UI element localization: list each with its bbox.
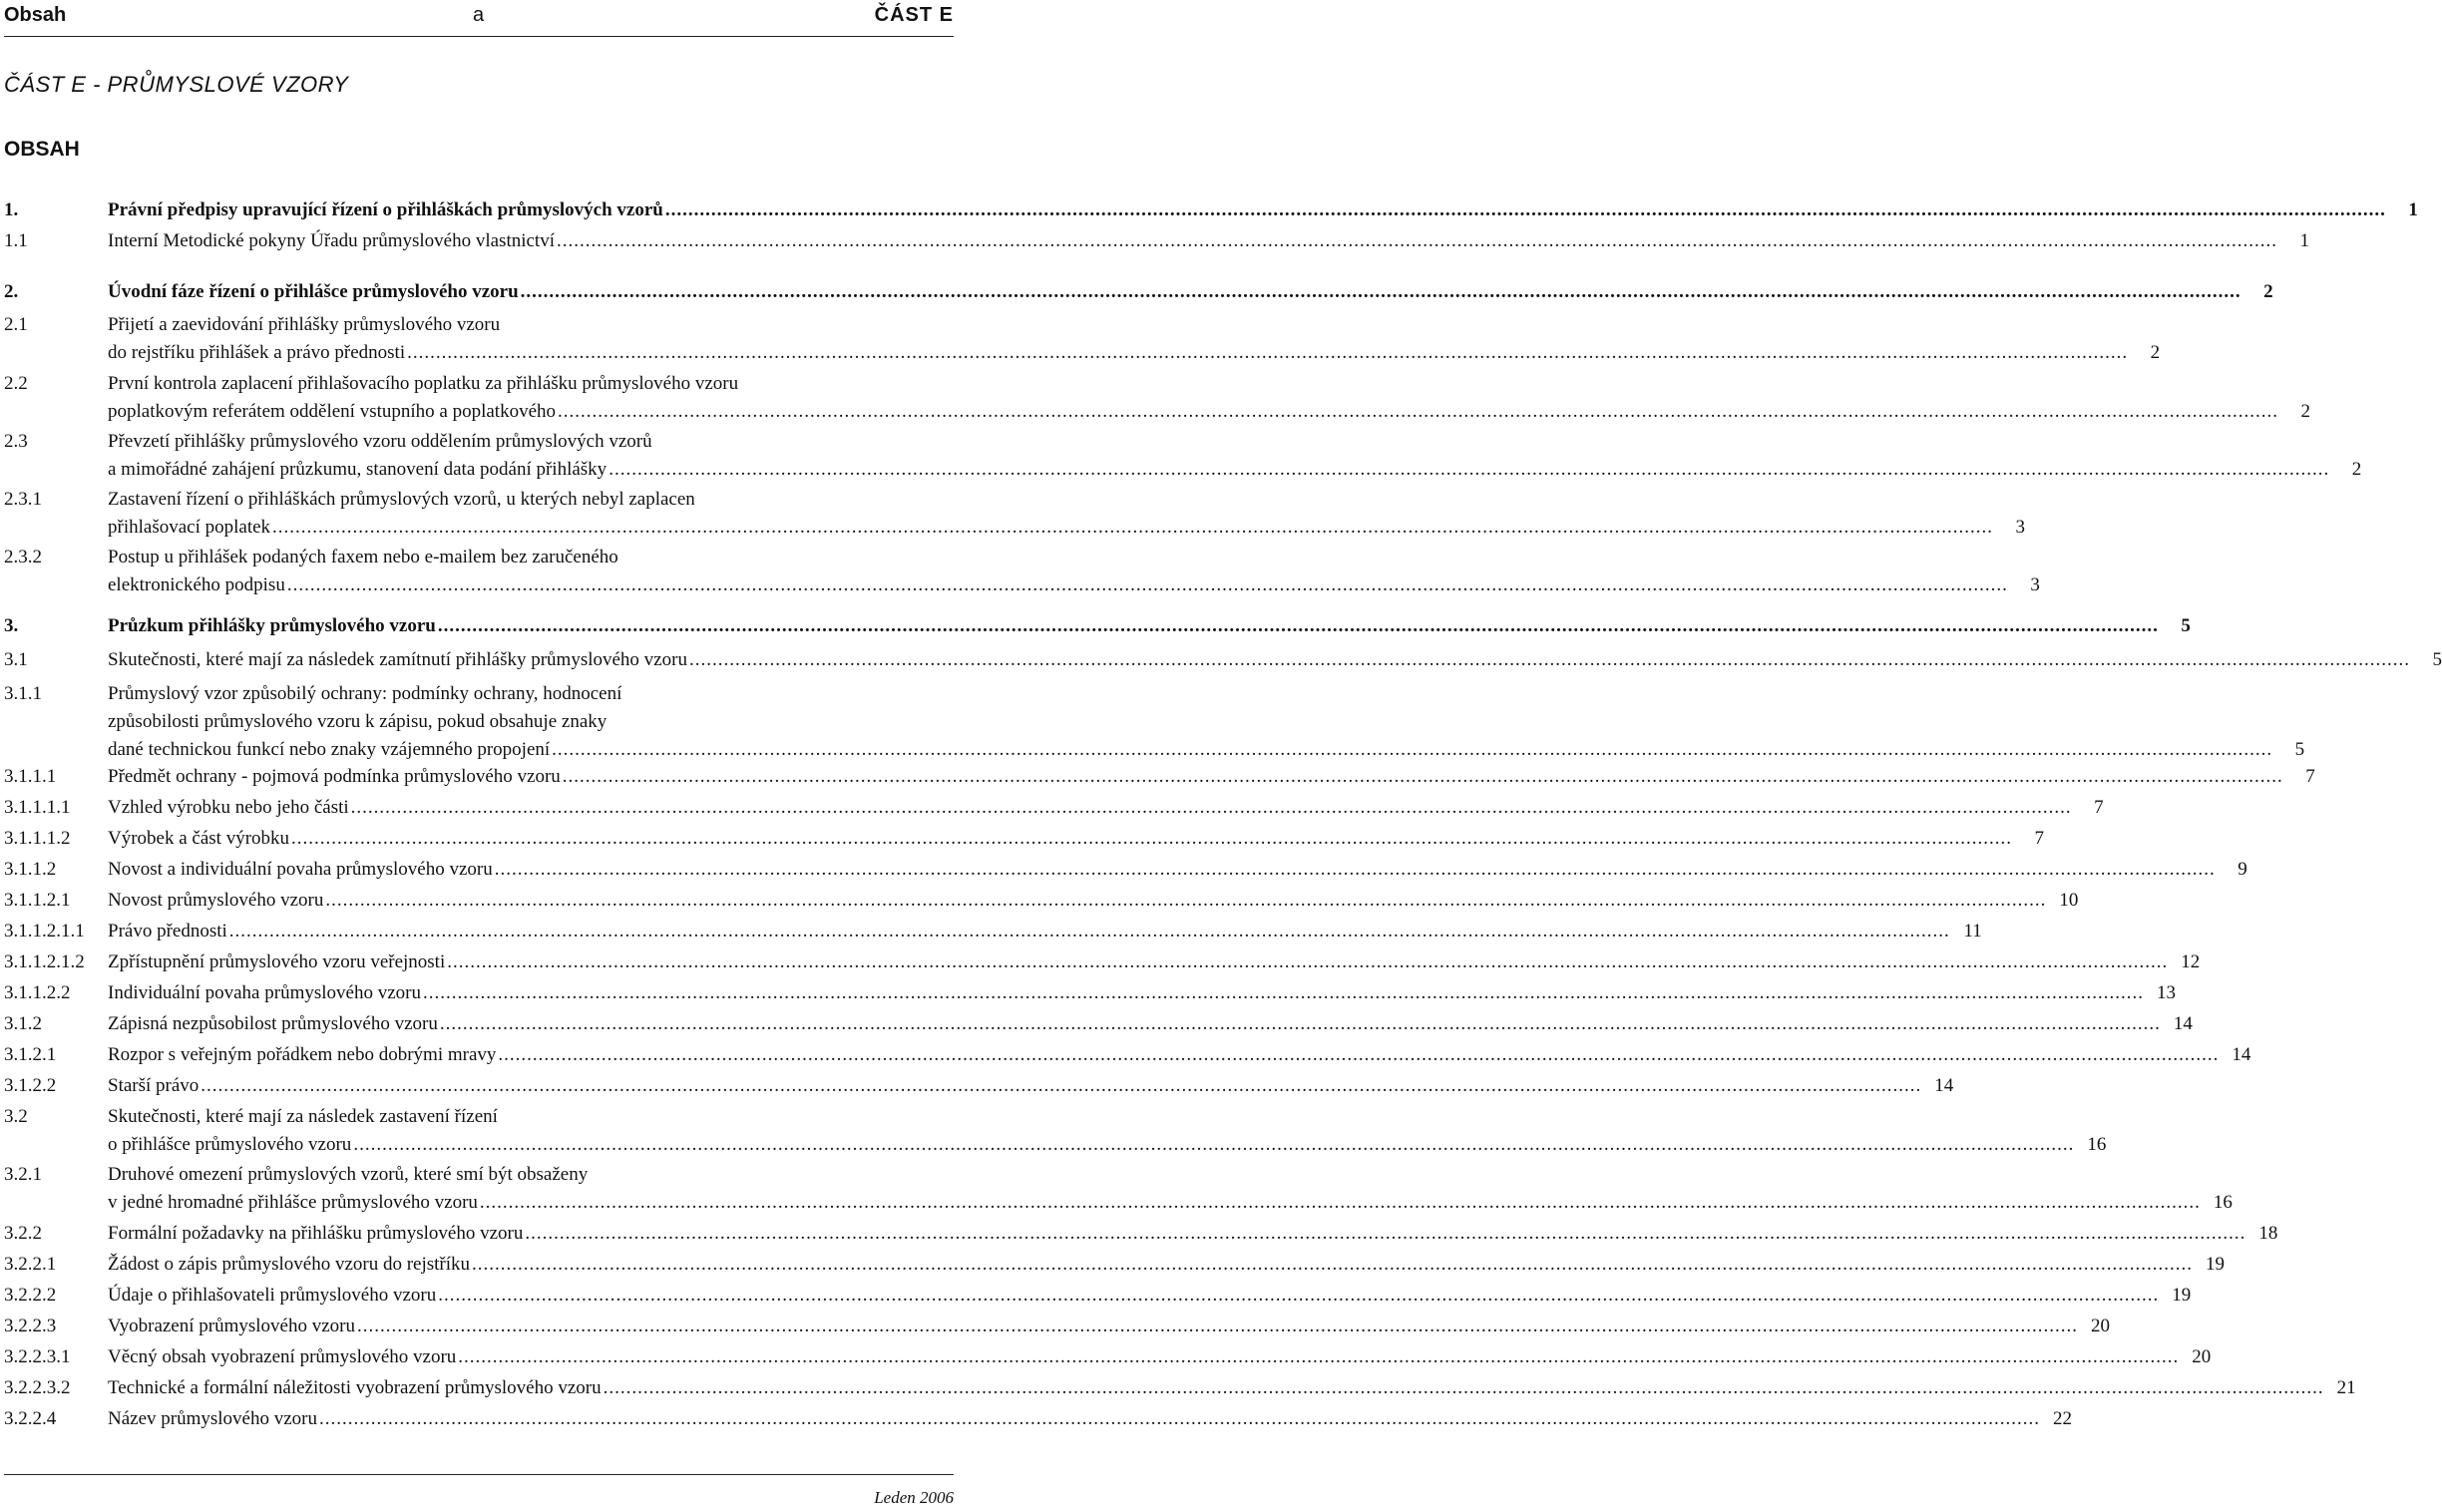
header-center-label: a: [473, 4, 485, 26]
toc-entry: [4, 373, 2311, 429]
toc-entry: [4, 828, 2045, 856]
toc-entry-title: Individuální povaha průmyslového vzoru: [108, 982, 421, 1003]
toc-entry-number: 3.2.1: [4, 1164, 42, 1185]
toc-dot-leader: ............................................................................................................................................................................................................................................................................................................: [439, 1013, 2161, 1034]
toc-entry-title: Vzhled výrobku nebo jeho části: [108, 797, 349, 818]
toc-entry: [4, 489, 2026, 545]
toc-entry: [4, 1044, 2251, 1072]
toc-entry: [4, 547, 2040, 602]
toc-entry: [4, 1408, 2072, 1436]
toc-entry-title: Údaje o přihlašovateli průmyslového vzoru: [108, 1285, 437, 1306]
toc-entry-number: 2.3: [4, 431, 28, 452]
toc-page-number: 14: [2232, 1044, 2251, 1065]
toc-entry-number: 3.2.2.3: [4, 1316, 57, 1336]
toc-entry-title-line: [108, 1346, 2212, 1368]
toc-dot-leader: ............................................................................................................................................................................................................................................................................................................: [350, 797, 2072, 818]
toc-dot-leader: ............................................................................................................................................................................................................................................................................................................: [286, 574, 2008, 595]
header-section-label: Obsah: [4, 4, 67, 26]
toc-dot-leader: ............................................................................................................................................................................................................................................................................................................: [319, 1408, 2040, 1429]
toc-entry: [4, 890, 2079, 918]
toc-entry-title: Předmět ochrany - pojmová podmínka průmyslového vzoru: [108, 766, 561, 787]
toc-entry-title: Zpřístupnění průmyslového vzoru veřejnosti: [108, 951, 446, 972]
toc-entry-title-line: [108, 921, 1982, 943]
toc-entry-number: 3.1.2: [4, 1013, 42, 1034]
toc-dot-leader: ............................................................................................................................................................................................................................................................................................................: [603, 1377, 2324, 1398]
toc-dot-leader: ............................................................................................................................................................................................................................................................................................................: [272, 517, 1994, 538]
toc-entry: [4, 230, 2309, 258]
toc-dot-leader: ............................................................................................................................................................................................................................................................................................................: [201, 1075, 1922, 1096]
toc-page-number: 14: [1934, 1075, 1954, 1096]
toc-page-number: 2: [2150, 342, 2161, 363]
toc-entry-title: Druhové omezení průmyslových vzorů, které smí být obsaženy: [108, 1164, 589, 1185]
toc-dot-leader: ............................................................................................................................................................................................................................................................................................................: [664, 199, 2386, 220]
toc-entry: [4, 1223, 2278, 1251]
toc-entry-number: 3.1.1.2.2: [4, 982, 71, 1003]
toc-entry-title: Novost a individuální povaha průmyslového vzoru: [108, 859, 493, 880]
toc-page-number: 21: [2336, 1377, 2356, 1398]
toc-dot-leader: ............................................................................................................................................................................................................................................................................................................: [228, 921, 1950, 942]
toc-entry-number: 3.2.2.4: [4, 1408, 57, 1429]
toc-entry-title-line: [108, 1316, 2110, 1337]
toc-entry-title-line: [108, 1013, 2193, 1035]
toc-dot-leader: ............................................................................................................................................................................................................................................................................................................: [353, 1134, 2075, 1155]
toc-entry-title: Název průmyslového vzoru: [108, 1408, 317, 1429]
toc-entry: [4, 797, 2104, 825]
toc-page-number: 11: [1963, 921, 1982, 942]
toc-entry-title: způsobilosti průmyslového vzoru k zápisu, pokud obsahuje znaky: [108, 711, 608, 732]
toc-entry: [4, 1346, 2212, 1374]
toc-entry: [4, 921, 1982, 948]
toc-entry-number: 3.1.1.2.1: [4, 890, 71, 911]
toc-entry-title-line: [108, 281, 2273, 303]
toc-entry-title: Právo přednosti: [108, 921, 227, 942]
toc-dot-leader: ............................................................................................................................................................................................................................................................................................................: [458, 1346, 2180, 1367]
toc-entry-number: 2.: [4, 281, 19, 302]
toc-page-number: 5: [2432, 649, 2442, 670]
toc-page-number: 7: [2305, 766, 2315, 787]
toc-dot-leader: ............................................................................................................................................................................................................................................................................................................: [494, 859, 2216, 880]
toc-entry-number: 3.1.1.2.1.1: [4, 921, 85, 942]
toc-entry-number: 3.1.1.2: [4, 859, 57, 880]
toc-entry-number: 3.1: [4, 649, 28, 670]
toc-entry-number: 2.2: [4, 373, 28, 394]
toc-entry-title-line: [108, 828, 2045, 850]
toc-entry-number: 3.1.1.1.1: [4, 797, 71, 818]
toc-entry-title-line: [108, 1192, 2233, 1214]
toc-entry: [4, 615, 2191, 643]
toc-entry-title-line: [108, 739, 2305, 761]
toc-entry: [4, 281, 2273, 309]
toc-entry-title: Věcný obsah vyobrazení průmyslového vzoru: [108, 1346, 457, 1367]
toc-entry-number: 2.1: [4, 314, 28, 335]
toc-dot-leader: ............................................................................................................................................................................................................................................................................................................: [562, 766, 2283, 787]
toc-entry-title-line: [108, 859, 2247, 881]
toc-entry-title-line: [108, 342, 2161, 364]
toc-entry: [4, 859, 2247, 887]
part-title: ČÁST E - PRŮMYSLOVÉ VZORY: [4, 72, 349, 97]
toc-entry-title-line: [108, 951, 2201, 973]
toc-entry-title-line: [108, 615, 2191, 637]
toc-page-number: 2: [2263, 281, 2273, 302]
toc-page-number: 16: [2213, 1192, 2233, 1213]
toc-dot-leader: ............................................................................................................................................................................................................................................................................................................: [558, 401, 2279, 422]
toc-entry-title-line: [108, 1075, 1954, 1097]
toc-entry-title: elektronického podpisu: [108, 574, 285, 595]
toc-entry-title-line: [108, 766, 2315, 788]
toc-entry: [4, 683, 2305, 767]
toc-dot-leader: ............................................................................................................................................................................................................................................................................................................: [291, 828, 2013, 849]
toc-page-number: 16: [2087, 1134, 2107, 1155]
toc-entry-title-line: [108, 1408, 2072, 1430]
toc-dot-leader: ............................................................................................................................................................................................................................................................................................................: [422, 982, 2144, 1003]
toc-page-number: 3: [2015, 517, 2026, 538]
toc-entry-title: dané technickou funkcí nebo znaky vzájemného propojení: [108, 739, 551, 760]
toc-dot-leader: ............................................................................................................................................................................................................................................................................................................: [688, 649, 2410, 670]
toc-entry-title: Zastavení řízení o přihláškách průmyslových vzorů, u kterých nebyl zaplacen: [108, 489, 695, 510]
toc-entry-title-line: [108, 459, 2362, 481]
toc-page-number: 19: [2172, 1285, 2192, 1306]
toc-entry-title: Úvodní fáze řízení o přihlášce průmyslového vzoru: [108, 281, 519, 302]
toc-entry-title: poplatkovým referátem oddělení vstupního a poplatkového: [108, 401, 557, 422]
toc-entry-title: Výrobek a část výrobku: [108, 828, 290, 849]
toc-entry-title-line: [108, 230, 2309, 252]
toc-page-number: 19: [2206, 1254, 2226, 1275]
toc-entry-title-line: [108, 1254, 2226, 1276]
toc-entry-title: přihlašovací poplatek: [108, 517, 271, 538]
toc-entry-title: Postup u přihlášek podaných faxem nebo e-mailem bez zaručeného: [108, 547, 618, 567]
toc-entry-title-line: [108, 1285, 2192, 1307]
toc-page-number: 2: [2300, 401, 2311, 422]
toc-entry-number: 3.1.1.1.2: [4, 828, 71, 849]
toc-entry-number: 3.1.1.1: [4, 766, 57, 787]
toc-dot-leader: ............................................................................................................................................................................................................................................................................................................: [520, 281, 2241, 302]
toc-entry-title: Přijetí a zaevidování přihlášky průmyslového vzoru: [108, 314, 501, 335]
toc-entry-title: Průzkum přihlášky průmyslového vzoru: [108, 615, 436, 636]
toc-entry-title-line: [108, 890, 2079, 912]
toc-page-number: 14: [2173, 1013, 2193, 1034]
toc-entry: [4, 951, 2201, 979]
toc-entry-title: Rozpor s veřejným pořádkem nebo dobrými mravy: [108, 1044, 497, 1065]
toc-entry-title: Skutečnosti, které mají za následek zastavení řízení: [108, 1106, 498, 1127]
toc-entry-number: 3.2.2.3.2: [4, 1377, 71, 1398]
toc-entry: [4, 199, 2418, 227]
toc-entry-title-line: [108, 1223, 2278, 1245]
toc-entry-title: Novost průmyslového vzoru: [108, 890, 324, 911]
toc-page-number: 13: [2156, 982, 2176, 1003]
toc-entry-number: 3.: [4, 615, 19, 636]
toc-dot-leader: ............................................................................................................................................................................................................................................................................................................: [325, 890, 2047, 911]
toc-entry: [4, 1285, 2192, 1313]
toc-entry-number: 3.2.2.3.1: [4, 1346, 71, 1367]
toc-entry-number: 3.2.2.2: [4, 1285, 57, 1306]
toc-entry: [4, 982, 2176, 1010]
toc-dot-leader: ............................................................................................................................................................................................................................................................................................................: [525, 1223, 2246, 1244]
toc-entry-number: 3.1.1.2.1.2: [4, 951, 85, 972]
toc-page-number: 7: [2094, 797, 2104, 818]
toc-entry-title: Technické a formální náležitosti vyobrazení průmyslového vzoru: [108, 1377, 602, 1398]
toc-entry-title-line: [108, 199, 2418, 221]
toc-entry-number: 2.3.1: [4, 489, 42, 510]
toc-dot-leader: ............................................................................................................................................................................................................................................................................................................: [438, 1285, 2160, 1306]
toc-dot-leader: ............................................................................................................................................................................................................................................................................................................: [552, 739, 2273, 760]
toc-entry: [4, 1254, 2226, 1282]
toc-entry-title-line: [108, 1134, 2107, 1156]
toc-page-number: 20: [2091, 1316, 2110, 1336]
toc-entry-number: 1.1: [4, 230, 28, 251]
toc-entry-title-line: [108, 1044, 2251, 1066]
toc-entry-number: 1.: [4, 199, 19, 220]
toc-dot-leader: ............................................................................................................................................................................................................................................................................................................: [498, 1044, 2220, 1065]
toc-entry-title-line: [108, 797, 2104, 819]
toc-entry-title-line: [108, 1377, 2356, 1399]
toc-dot-leader: ............................................................................................................................................................................................................................................................................................................: [479, 1192, 2201, 1213]
toc-entry-title: Převzetí přihlášky průmyslového vzoru oddělením průmyslových vzorů: [108, 431, 652, 452]
toc-entry: [4, 1013, 2193, 1041]
toc-entry-title: Skutečnosti, které mají za následek zamítnutí přihlášky průmyslového vzoru: [108, 649, 687, 670]
toc-page-number: 22: [2053, 1408, 2072, 1429]
toc-entry: [4, 431, 2362, 487]
toc-entry-title: Průmyslový vzor způsobilý ochrany: podmínky ochrany, hodnocení: [108, 683, 622, 704]
toc-entry: [4, 1075, 1954, 1103]
toc-page-number: 5: [2181, 615, 2191, 636]
toc-entry-number: 3.1.2.2: [4, 1075, 57, 1096]
toc-page-number: 2: [2351, 459, 2362, 480]
toc-dot-leader: ............................................................................................................................................................................................................................................................................................................: [407, 342, 2129, 363]
toc-page-number: 7: [2034, 828, 2045, 849]
toc-page-number: 3: [2030, 574, 2040, 595]
toc-entry-title: Právní předpisy upravující řízení o přihláškách průmyslových vzorů: [108, 199, 663, 220]
toc-entry: [4, 649, 2442, 677]
toc-dot-leader: ............................................................................................................................................................................................................................................................................................................: [472, 1254, 2194, 1275]
footer-divider: [4, 1474, 954, 1475]
toc-entry-title: Zápisná nezpůsobilost průmyslového vzoru: [108, 1013, 438, 1034]
toc-entry-number: 3.2.2: [4, 1223, 42, 1244]
toc-page-number: 5: [2294, 739, 2305, 760]
toc-entry-title: První kontrola zaplacení přihlašovacího poplatku za přihlášku průmyslového vzoru: [108, 373, 739, 394]
header-divider: [4, 36, 954, 37]
toc-entry-number: 3.2: [4, 1106, 28, 1127]
toc-page-number: 1: [2408, 199, 2418, 220]
toc-dot-leader: ............................................................................................................................................................................................................................................................................................................: [357, 1316, 2078, 1336]
toc-entry: [4, 314, 2161, 370]
toc-entry-title: o přihlášce průmyslového vzoru: [108, 1134, 352, 1155]
toc-entry-number: 3.1.1: [4, 683, 42, 704]
toc-entry-title: Formální požadavky na přihlášku průmyslového vzoru: [108, 1223, 524, 1244]
toc-entry-number: 2.3.2: [4, 547, 42, 567]
toc-page-number: 9: [2238, 859, 2247, 880]
toc-entry-title: a mimořádné zahájení průzkumu, stanovení data podání přihlášky: [108, 459, 608, 480]
toc-entry-number: 3.1.2.1: [4, 1044, 57, 1065]
toc-entry-title-line: [108, 574, 2040, 596]
toc-entry-title-line: [108, 649, 2442, 671]
contents-heading: OBSAH: [4, 138, 80, 161]
toc-entry: [4, 1106, 2107, 1162]
toc-entry-number: 3.2.2.1: [4, 1254, 57, 1275]
toc-page-number: 12: [2181, 951, 2201, 972]
header-part-label: ČÁST E: [874, 4, 954, 26]
toc-entry: [4, 1316, 2110, 1343]
toc-page-number: 10: [2059, 890, 2079, 911]
toc-entry-title: v jedné hromadné přihlášce průmyslového vzoru: [108, 1192, 478, 1213]
toc-entry-title: do rejstříku přihlášek a právo přednosti: [108, 342, 406, 363]
toc-entry: [4, 1377, 2356, 1405]
toc-entry-title: Starší právo: [108, 1075, 200, 1096]
toc-entry-title-line: [108, 401, 2311, 423]
toc-dot-leader: ............................................................................................................................................................................................................................................................................................................: [437, 615, 2159, 636]
toc-page-number: 1: [2299, 230, 2309, 251]
toc-dot-leader: ............................................................................................................................................................................................................................................................................................................: [447, 951, 2169, 972]
toc-entry-title-line: [108, 982, 2176, 1004]
toc-entry: [4, 766, 2315, 794]
page-header: [4, 4, 954, 32]
toc-dot-leader: ............................................................................................................................................................................................................................................................................................................: [609, 459, 2330, 480]
toc-entry-title: Interní Metodické pokyny Úřadu průmyslového vlastnictví: [108, 230, 555, 251]
toc-entry-title: Žádost o zápis průmyslového vzoru do rejstříku: [108, 1254, 471, 1275]
footer-date: Leden 2006: [874, 1488, 954, 1507]
toc-page-number: 18: [2258, 1223, 2278, 1244]
toc-entry-title: Vyobrazení průmyslového vzoru: [108, 1316, 355, 1336]
toc-entry-title-line: [108, 517, 2026, 539]
toc-dot-leader: ............................................................................................................................................................................................................................................................................................................: [557, 230, 2277, 251]
toc-entry: [4, 1164, 2233, 1220]
toc-page-number: 20: [2192, 1346, 2212, 1367]
